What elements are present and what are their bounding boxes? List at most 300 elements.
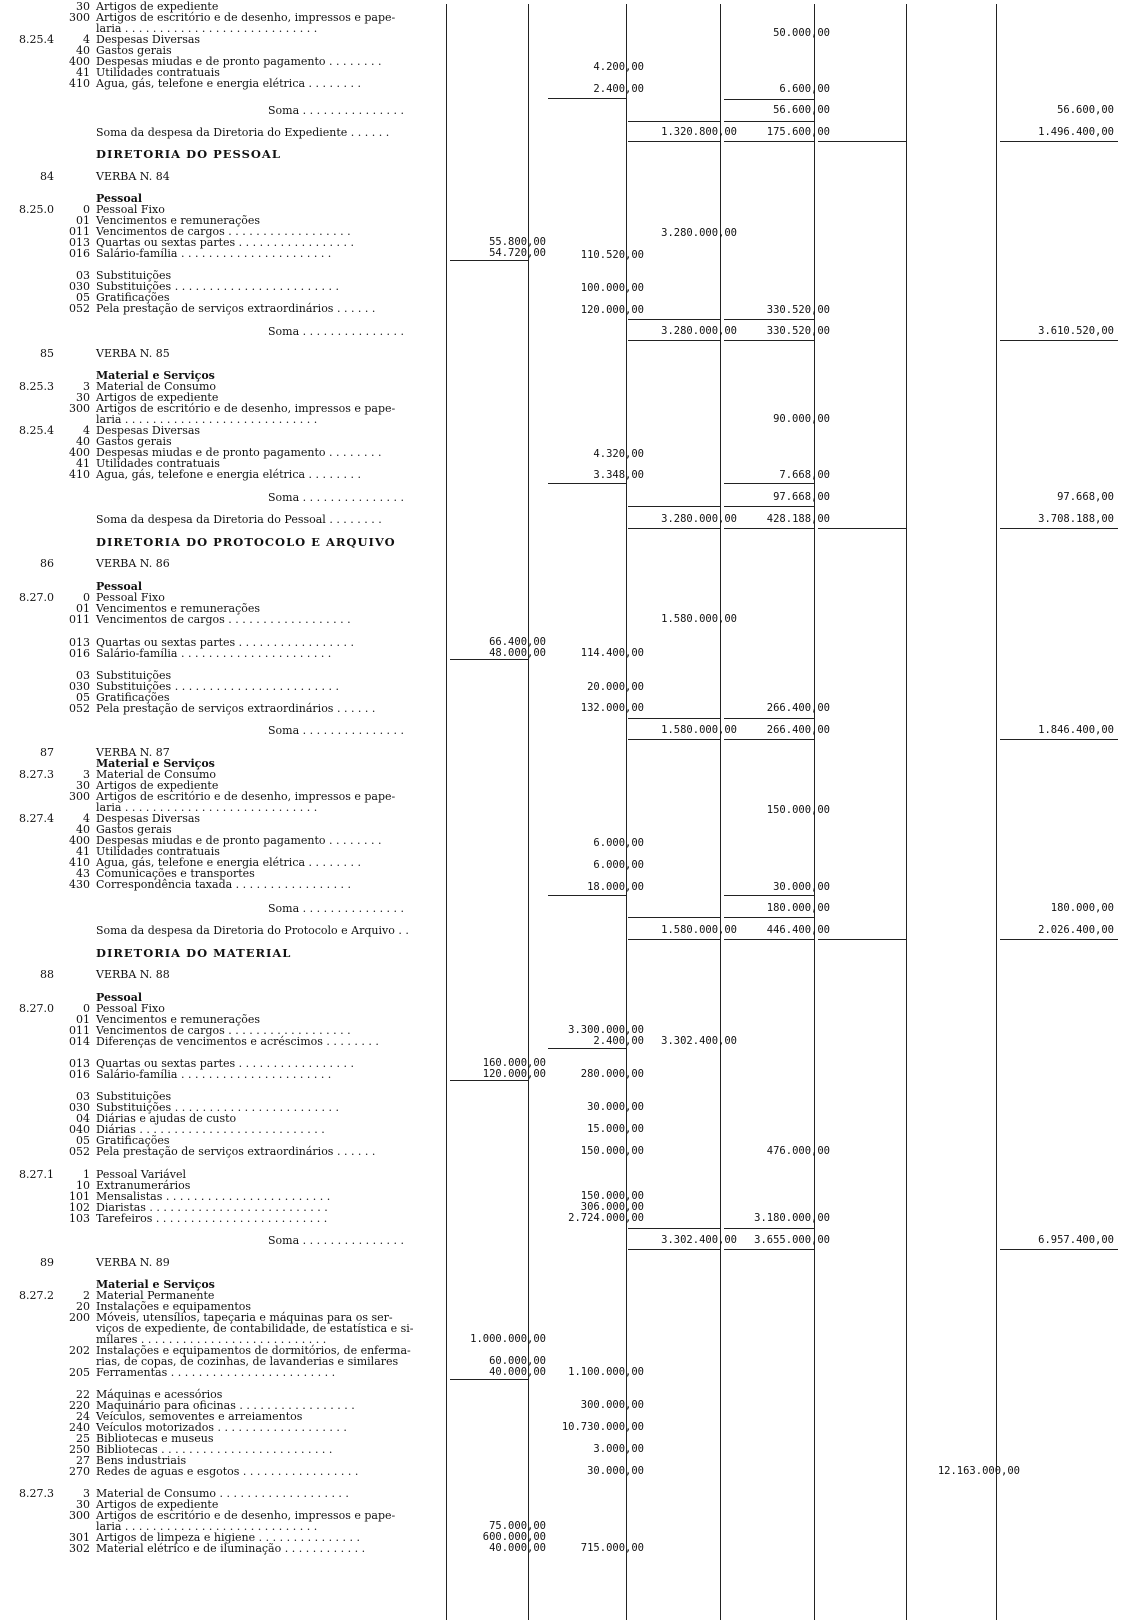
row-description: Substituições . . . . . . . . . . . . . . . . . . . . . . . . bbox=[96, 1101, 340, 1114]
total-rule bbox=[724, 506, 814, 507]
subtotal-label: Soma . . . . . . . . . . . . . . . bbox=[268, 325, 405, 338]
row-code-secondary: 0 bbox=[83, 203, 90, 216]
row-code-secondary: 03 bbox=[76, 1090, 90, 1103]
row-code-primary: 8.27.1 bbox=[19, 1168, 54, 1181]
amount-cell: 40.000,00 bbox=[489, 1542, 546, 1554]
row-description: Gratificações bbox=[96, 691, 170, 704]
row-description: Artigos de limpeza e higiene . . . . . . . . . . . . . . . bbox=[96, 1531, 361, 1544]
total-rule bbox=[724, 528, 814, 529]
amount-cell: 114.400,00 bbox=[580, 647, 644, 659]
row-description: Despesas miudas e de pronto pagamento . . . . . . . . bbox=[96, 446, 382, 459]
amount-cell: 3.000,00 bbox=[593, 1443, 644, 1455]
row-description: laria . . . . . . . . . . . . . . . . . . . . . . . . . . . . bbox=[96, 1520, 318, 1533]
row-code-secondary: 22 bbox=[76, 1388, 90, 1401]
row-code-secondary: 30 bbox=[76, 0, 90, 13]
row-description: Artigos de expediente bbox=[96, 779, 219, 792]
amount-cell: 3.302.400,00 bbox=[661, 1035, 737, 1047]
column-separator bbox=[720, 4, 721, 1620]
row-code-primary: 8.27.2 bbox=[19, 1289, 54, 1302]
amount-cell: 12.163.000,00 bbox=[937, 1465, 1020, 1477]
amount-cell: 2.724.000,00 bbox=[568, 1212, 644, 1224]
row-code-secondary: 300 bbox=[69, 402, 90, 415]
amount-cell: 476.000,00 bbox=[766, 1145, 830, 1157]
row-code-secondary: 3 bbox=[83, 768, 90, 781]
row-description: Mensalistas . . . . . . . . . . . . . . . . . . . . . . . . bbox=[96, 1190, 331, 1203]
row-description: Gastos gerais bbox=[96, 823, 172, 836]
total-rule bbox=[628, 319, 720, 320]
row-code-primary: 88 bbox=[40, 968, 54, 981]
row-description: Correspondência taxada . . . . . . . . . . . . . . . . . bbox=[96, 878, 352, 891]
amount-cell: 54.720,00 bbox=[489, 247, 546, 259]
row-description: Bibliotecas e museus bbox=[96, 1432, 214, 1445]
row-code-secondary: 24 bbox=[76, 1410, 90, 1423]
row-description: Pessoal bbox=[96, 991, 143, 1004]
amount-cell: 6.000,00 bbox=[593, 837, 644, 849]
row-code-secondary: 41 bbox=[76, 845, 90, 858]
amount-cell: 1.496.400,00 bbox=[1038, 126, 1114, 138]
row-code-secondary: 101 bbox=[69, 1190, 90, 1203]
row-description: Substituições bbox=[96, 1090, 172, 1103]
amount-cell: 3.708.188,00 bbox=[1038, 513, 1114, 525]
row-code-secondary: 41 bbox=[76, 66, 90, 79]
total-rule bbox=[628, 1249, 720, 1250]
row-description: Vencimentos e remunerações bbox=[96, 214, 261, 227]
row-code-secondary: 400 bbox=[69, 446, 90, 459]
row-description: Salário-família . . . . . . . . . . . . . . . . . . . . . . bbox=[96, 247, 332, 260]
row-code-primary: 8.25.0 bbox=[19, 203, 54, 216]
amount-cell: 330.520,00 bbox=[766, 304, 830, 316]
row-description: Salário-família . . . . . . . . . . . . . . . . . . . . . . bbox=[96, 647, 332, 660]
subtotal-label: Soma . . . . . . . . . . . . . . . bbox=[268, 724, 405, 737]
row-description: Diferenças de vencimentos e acréscimos . . . . . . . . bbox=[96, 1035, 379, 1048]
total-rule bbox=[548, 1048, 626, 1049]
amount-cell: 1.580.000,00 bbox=[661, 924, 737, 936]
row-description: Agua, gás, telefone e energia elétrica . . . . . . . . bbox=[96, 77, 361, 90]
row-description: Pessoal bbox=[96, 580, 143, 593]
row-code-secondary: 052 bbox=[69, 702, 90, 715]
row-code-secondary: 030 bbox=[69, 680, 90, 693]
total-rule bbox=[628, 917, 720, 918]
amount-cell: 1.580.000,00 bbox=[661, 724, 737, 736]
row-code-secondary: 0 bbox=[83, 1002, 90, 1015]
total-rule bbox=[724, 340, 814, 341]
section-heading: DIRETORIA DO MATERIAL bbox=[96, 946, 292, 960]
row-code-secondary: 011 bbox=[69, 613, 90, 626]
amount-cell: 18.000,00 bbox=[587, 881, 644, 893]
row-description: Artigos de escritório e de desenho, impressos e pape- bbox=[96, 11, 396, 24]
row-description: viços de expediente, de contabilidade, de estatística e si- bbox=[96, 1322, 414, 1335]
total-rule bbox=[628, 718, 720, 719]
row-description: Despesas Diversas bbox=[96, 812, 201, 825]
row-description: Soma da despesa da Diretoria do Pessoal . . . . . . . . bbox=[96, 513, 382, 526]
row-description: Utilidades contratuais bbox=[96, 66, 220, 79]
total-rule bbox=[724, 939, 814, 940]
total-rule bbox=[450, 1080, 528, 1081]
row-code-secondary: 1 bbox=[83, 1168, 90, 1181]
amount-cell: 6.000,00 bbox=[593, 859, 644, 871]
row-description: laria . . . . . . . . . . . . . . . . . . . . . . . . . . . . bbox=[96, 22, 318, 35]
amount-cell: 7.668,00 bbox=[779, 469, 830, 481]
amount-cell: 6.600,00 bbox=[779, 83, 830, 95]
row-description: Artigos de expediente bbox=[96, 0, 219, 13]
row-code-primary: 8.25.3 bbox=[19, 380, 54, 393]
row-description: Artigos de escritório e de desenho, impressos e pape- bbox=[96, 1509, 396, 1522]
row-description: Material de Consumo bbox=[96, 768, 217, 781]
row-code-secondary: 40 bbox=[76, 823, 90, 836]
total-rule bbox=[548, 483, 626, 484]
row-description: Artigos de escritório e de desenho, impressos e pape- bbox=[96, 402, 396, 415]
total-rule bbox=[1000, 1249, 1118, 1250]
row-code-secondary: 30 bbox=[76, 391, 90, 404]
row-description: Substituições bbox=[96, 269, 172, 282]
total-rule bbox=[1000, 340, 1118, 341]
row-description: Quartas ou sextas partes . . . . . . . . . . . . . . . . . bbox=[96, 636, 355, 649]
row-description: Despesas Diversas bbox=[96, 33, 201, 46]
amount-cell: 56.600,00 bbox=[1057, 104, 1114, 116]
amount-cell: 30.000,00 bbox=[773, 881, 830, 893]
amount-cell: 3.280.000,00 bbox=[661, 513, 737, 525]
row-code-secondary: 27 bbox=[76, 1454, 90, 1467]
total-rule bbox=[1000, 739, 1118, 740]
row-code-secondary: 43 bbox=[76, 867, 90, 880]
amount-cell: 90.000,00 bbox=[773, 413, 830, 425]
row-description: Material elétrico e de iluminação . . . . . . . . . . . . bbox=[96, 1542, 366, 1555]
total-rule bbox=[548, 895, 626, 896]
row-description: VERBA N. 87 bbox=[96, 746, 170, 759]
total-rule bbox=[724, 917, 814, 918]
total-rule bbox=[628, 528, 720, 529]
total-rule bbox=[450, 1379, 528, 1380]
row-description: VERBA N. 86 bbox=[96, 557, 170, 570]
amount-cell: 4.320,00 bbox=[593, 448, 644, 460]
total-rule bbox=[724, 121, 814, 122]
row-code-secondary: 052 bbox=[69, 302, 90, 315]
row-description: Substituições . . . . . . . . . . . . . . . . . . . . . . . . bbox=[96, 280, 340, 293]
row-description: VERBA N. 89 bbox=[96, 1256, 170, 1269]
row-code-secondary: 30 bbox=[76, 779, 90, 792]
row-description: Diárias . . . . . . . . . . . . . . . . . . . . . . . . . . . bbox=[96, 1123, 325, 1136]
amount-cell: 120.000,00 bbox=[482, 1068, 546, 1080]
row-code-primary: 8.27.3 bbox=[19, 768, 54, 781]
row-description: Despesas miudas e de pronto pagamento . . . . . . . . bbox=[96, 55, 382, 68]
row-description: Soma da despesa da Diretoria do Protocolo e Arquivo . . bbox=[96, 924, 409, 937]
amount-cell: 66.400,00 bbox=[489, 636, 546, 648]
row-description: Máquinas e acessórios bbox=[96, 1388, 223, 1401]
row-code-secondary: 05 bbox=[76, 691, 90, 704]
total-rule bbox=[628, 340, 720, 341]
row-code-secondary: 205 bbox=[69, 1366, 90, 1379]
amount-cell: 1.580.000,00 bbox=[661, 613, 737, 625]
amount-cell: 97.668,00 bbox=[1057, 491, 1114, 503]
amount-cell: 30.000,00 bbox=[587, 1101, 644, 1113]
row-code-secondary: 410 bbox=[69, 77, 90, 90]
amount-cell: 150.000,00 bbox=[580, 1145, 644, 1157]
row-code-secondary: 103 bbox=[69, 1212, 90, 1225]
row-description: milares . . . . . . . . . . . . . . . . . . . . . . . . . . . bbox=[96, 1333, 327, 1346]
amount-cell: 120.000,00 bbox=[580, 304, 644, 316]
amount-cell: 3.610.520,00 bbox=[1038, 325, 1114, 337]
total-rule bbox=[724, 739, 814, 740]
row-description: Móveis, utensílios, tapeçaria e máquinas para os ser- bbox=[96, 1311, 393, 1324]
amount-cell: 2.400,00 bbox=[593, 83, 644, 95]
row-description: Quartas ou sextas partes . . . . . . . . . . . . . . . . . bbox=[96, 236, 355, 249]
amount-cell: 300.000,00 bbox=[580, 1399, 644, 1411]
row-description: Veículos, semoventes e arreiamentos bbox=[96, 1410, 303, 1423]
row-code-primary: 86 bbox=[40, 557, 54, 570]
row-code-secondary: 013 bbox=[69, 236, 90, 249]
amount-cell: 1.000.000,00 bbox=[470, 1333, 546, 1345]
amount-cell: 20.000,00 bbox=[587, 681, 644, 693]
amount-cell: 3.302.400,00 bbox=[661, 1234, 737, 1246]
row-code-secondary: 250 bbox=[69, 1443, 90, 1456]
total-rule bbox=[628, 121, 720, 122]
amount-cell: 50.000,00 bbox=[773, 27, 830, 39]
row-description: Pessoal Fixo bbox=[96, 203, 165, 216]
row-code-secondary: 016 bbox=[69, 247, 90, 260]
row-code-secondary: 4 bbox=[83, 812, 90, 825]
column-separator bbox=[906, 4, 907, 1620]
row-description: Vencimentos e remunerações bbox=[96, 1013, 261, 1026]
amount-cell: 3.280.000,00 bbox=[661, 227, 737, 239]
row-description: Pela prestação de serviços extraordinários . . . . . . bbox=[96, 302, 376, 315]
row-code-secondary: 40 bbox=[76, 435, 90, 448]
row-code-secondary: 013 bbox=[69, 636, 90, 649]
row-code-secondary: 01 bbox=[76, 1013, 90, 1026]
row-description: Pessoal Fixo bbox=[96, 1002, 165, 1015]
amount-cell: 6.957.400,00 bbox=[1038, 1234, 1114, 1246]
row-description: Tarefeiros . . . . . . . . . . . . . . . . . . . . . . . . . bbox=[96, 1212, 328, 1225]
row-code-primary: 8.27.0 bbox=[19, 1002, 54, 1015]
row-description: Redes de aguas e esgotos . . . . . . . . . . . . . . . . . bbox=[96, 1465, 359, 1478]
row-description: Salário-família . . . . . . . . . . . . . . . . . . . . . . bbox=[96, 1068, 332, 1081]
row-description: Despesas Diversas bbox=[96, 424, 201, 437]
row-description: Gratificações bbox=[96, 1134, 170, 1147]
amount-cell: 150.000,00 bbox=[580, 1190, 644, 1202]
amount-cell: 1.320.800,00 bbox=[661, 126, 737, 138]
total-rule bbox=[724, 99, 814, 100]
row-code-secondary: 200 bbox=[69, 1311, 90, 1324]
row-description: Diaristas . . . . . . . . . . . . . . . . . . . . . . . . . . bbox=[96, 1201, 328, 1214]
amount-cell: 600.000,00 bbox=[482, 1531, 546, 1543]
row-code-secondary: 014 bbox=[69, 1035, 90, 1048]
total-rule bbox=[724, 1228, 814, 1229]
amount-cell: 280.000,00 bbox=[580, 1068, 644, 1080]
row-code-secondary: 302 bbox=[69, 1542, 90, 1555]
amount-cell: 266.400,00 bbox=[766, 702, 830, 714]
row-description: Instalações e equipamentos de dormitórios, de enferma- bbox=[96, 1344, 411, 1357]
row-code-primary: 87 bbox=[40, 746, 54, 759]
amount-cell: 30.000,00 bbox=[587, 1465, 644, 1477]
row-code-secondary: 4 bbox=[83, 33, 90, 46]
row-code-secondary: 410 bbox=[69, 468, 90, 481]
row-code-primary: 89 bbox=[40, 1256, 54, 1269]
total-rule bbox=[1000, 141, 1118, 142]
row-code-secondary: 013 bbox=[69, 1057, 90, 1070]
total-rule bbox=[818, 141, 906, 142]
amount-cell: 330.520,00 bbox=[766, 325, 830, 337]
row-code-primary: 8.27.4 bbox=[19, 812, 54, 825]
row-description: Vencimentos e remunerações bbox=[96, 602, 261, 615]
row-description: Bens industriais bbox=[96, 1454, 187, 1467]
row-code-secondary: 220 bbox=[69, 1399, 90, 1412]
row-description: Substituições . . . . . . . . . . . . . . . . . . . . . . . . bbox=[96, 680, 340, 693]
amount-cell: 110.520,00 bbox=[580, 249, 644, 261]
amount-cell: 2.400,00 bbox=[593, 1035, 644, 1047]
row-description: Utilidades contratuais bbox=[96, 457, 220, 470]
row-code-secondary: 202 bbox=[69, 1344, 90, 1357]
total-rule bbox=[818, 528, 906, 529]
row-code-secondary: 270 bbox=[69, 1465, 90, 1478]
row-description: VERBA N. 84 bbox=[96, 170, 170, 183]
row-description: Pela prestação de serviços extraordinários . . . . . . bbox=[96, 1145, 376, 1158]
total-rule bbox=[724, 1249, 814, 1250]
amount-cell: 175.600,00 bbox=[766, 126, 830, 138]
row-description: Veículos motorizados . . . . . . . . . . . . . . . . . . . bbox=[96, 1421, 347, 1434]
subtotal-label: Soma . . . . . . . . . . . . . . . bbox=[268, 104, 405, 117]
amount-cell: 3.180.000,00 bbox=[754, 1212, 830, 1224]
row-code-secondary: 10 bbox=[76, 1179, 90, 1192]
amount-cell: 132.000,00 bbox=[580, 702, 644, 714]
row-code-secondary: 102 bbox=[69, 1201, 90, 1214]
total-rule bbox=[628, 939, 720, 940]
row-code-secondary: 30 bbox=[76, 1498, 90, 1511]
row-description: Material e Serviços bbox=[96, 369, 215, 382]
subtotal-label: Soma . . . . . . . . . . . . . . . bbox=[268, 491, 405, 504]
row-code-secondary: 011 bbox=[69, 1024, 90, 1037]
row-description: Material de Consumo bbox=[96, 380, 217, 393]
total-rule bbox=[628, 506, 720, 507]
row-description: Comunicações e transportes bbox=[96, 867, 255, 880]
total-rule bbox=[724, 141, 814, 142]
row-description: Gastos gerais bbox=[96, 44, 172, 57]
row-description: Material e Serviços bbox=[96, 1278, 215, 1291]
row-description: Instalações e equipamentos bbox=[96, 1300, 252, 1313]
row-code-secondary: 01 bbox=[76, 214, 90, 227]
total-rule bbox=[548, 98, 626, 99]
total-rule bbox=[628, 141, 720, 142]
section-heading: DIRETORIA DO PROTOCOLO E ARQUIVO bbox=[96, 535, 396, 549]
row-code-secondary: 03 bbox=[76, 669, 90, 682]
amount-cell: 55.800,00 bbox=[489, 236, 546, 248]
amount-cell: 3.280.000,00 bbox=[661, 325, 737, 337]
row-description: VERBA N. 85 bbox=[96, 347, 170, 360]
amount-cell: 306.000,00 bbox=[580, 1201, 644, 1213]
amount-cell: 428.188,00 bbox=[766, 513, 830, 525]
row-description: Vencimentos de cargos . . . . . . . . . . . . . . . . . . bbox=[96, 613, 351, 626]
amount-cell: 160.000,00 bbox=[482, 1057, 546, 1069]
total-rule bbox=[1000, 528, 1118, 529]
row-description: Material de Consumo . . . . . . . . . . . . . . . . . . . bbox=[96, 1487, 349, 1500]
subtotal-label: Soma . . . . . . . . . . . . . . . bbox=[268, 902, 405, 915]
row-code-primary: 8.25.4 bbox=[19, 424, 54, 437]
row-description: laria . . . . . . . . . . . . . . . . . . . . . . . . . . . . bbox=[96, 413, 318, 426]
total-rule bbox=[724, 895, 814, 896]
row-code-secondary: 240 bbox=[69, 1421, 90, 1434]
amount-cell: 1.846.400,00 bbox=[1038, 724, 1114, 736]
row-code-secondary: 20 bbox=[76, 1300, 90, 1313]
row-description: Pessoal bbox=[96, 192, 143, 205]
row-description: Vencimentos de cargos . . . . . . . . . . . . . . . . . . bbox=[96, 1024, 351, 1037]
row-description: Artigos de expediente bbox=[96, 391, 219, 404]
amount-cell: 56.600,00 bbox=[773, 104, 830, 116]
row-description: Agua, gás, telefone e energia elétrica . . . . . . . . bbox=[96, 468, 361, 481]
row-code-secondary: 300 bbox=[69, 1509, 90, 1522]
row-description: Despesas miudas e de pronto pagamento . . . . . . . . bbox=[96, 834, 382, 847]
row-code-secondary: 05 bbox=[76, 1134, 90, 1147]
row-description: Bibliotecas . . . . . . . . . . . . . . . . . . . . . . . . . bbox=[96, 1443, 333, 1456]
row-description: Quartas ou sextas partes . . . . . . . . . . . . . . . . . bbox=[96, 1057, 355, 1070]
row-code-secondary: 2 bbox=[83, 1289, 90, 1302]
amount-cell: 40.000,00 bbox=[489, 1366, 546, 1378]
row-code-secondary: 3 bbox=[83, 1487, 90, 1500]
row-description: Material e Serviços bbox=[96, 757, 215, 770]
row-description: Gastos gerais bbox=[96, 435, 172, 448]
amount-cell: 60.000,00 bbox=[489, 1355, 546, 1367]
amount-cell: 2.026.400,00 bbox=[1038, 924, 1114, 936]
row-code-secondary: 3 bbox=[83, 380, 90, 393]
total-rule bbox=[628, 739, 720, 740]
amount-cell: 15.000,00 bbox=[587, 1123, 644, 1135]
row-code-primary: 84 bbox=[40, 170, 54, 183]
row-code-secondary: 0 bbox=[83, 591, 90, 604]
total-rule bbox=[450, 659, 528, 660]
amount-cell: 1.100.000,00 bbox=[568, 1366, 644, 1378]
row-code-primary: 8.27.0 bbox=[19, 591, 54, 604]
row-description: Utilidades contratuais bbox=[96, 845, 220, 858]
total-rule bbox=[1000, 939, 1118, 940]
amount-cell: 715.000,00 bbox=[580, 1542, 644, 1554]
row-description: Gratificações bbox=[96, 291, 170, 304]
amount-cell: 3.655.000,00 bbox=[754, 1234, 830, 1246]
row-description: Pela prestação de serviços extraordinários . . . . . . bbox=[96, 702, 376, 715]
row-code-secondary: 4 bbox=[83, 424, 90, 437]
row-description: laria . . . . . . . . . . . . . . . . . . . . . . . . . . . . bbox=[96, 801, 318, 814]
row-code-secondary: 01 bbox=[76, 602, 90, 615]
row-description: rias, de copas, de cozinhas, de lavanderias e similares bbox=[96, 1355, 399, 1368]
total-rule bbox=[628, 1228, 720, 1229]
amount-cell: 150.000,00 bbox=[766, 804, 830, 816]
row-code-secondary: 016 bbox=[69, 1068, 90, 1081]
amount-cell: 180.000,00 bbox=[766, 902, 830, 914]
row-code-secondary: 41 bbox=[76, 457, 90, 470]
row-code-secondary: 300 bbox=[69, 11, 90, 24]
row-description: Ferramentas . . . . . . . . . . . . . . . . . . . . . . . . bbox=[96, 1366, 336, 1379]
row-code-secondary: 25 bbox=[76, 1432, 90, 1445]
row-description: Artigos de expediente bbox=[96, 1498, 219, 1511]
amount-cell: 180.000,00 bbox=[1050, 902, 1114, 914]
row-code-secondary: 011 bbox=[69, 225, 90, 238]
amount-cell: 446.400,00 bbox=[766, 924, 830, 936]
row-code-secondary: 301 bbox=[69, 1531, 90, 1544]
row-code-secondary: 300 bbox=[69, 790, 90, 803]
row-code-secondary: 016 bbox=[69, 647, 90, 660]
amount-cell: 48.000,00 bbox=[489, 647, 546, 659]
subtotal-label: Soma . . . . . . . . . . . . . . . bbox=[268, 1234, 405, 1247]
total-rule bbox=[818, 939, 906, 940]
row-code-secondary: 410 bbox=[69, 856, 90, 869]
row-description: Maquinário para oficinas . . . . . . . . . . . . . . . . . bbox=[96, 1399, 355, 1412]
row-code-secondary: 040 bbox=[69, 1123, 90, 1136]
amount-cell: 10.730.000,00 bbox=[561, 1421, 644, 1433]
row-description: Agua, gás, telefone e energia elétrica . . . . . . . . bbox=[96, 856, 361, 869]
row-code-secondary: 400 bbox=[69, 834, 90, 847]
amount-cell: 266.400,00 bbox=[766, 724, 830, 736]
amount-cell: 97.668,00 bbox=[773, 491, 830, 503]
row-code-primary: 85 bbox=[40, 347, 54, 360]
total-rule bbox=[724, 483, 814, 484]
row-description: Diárias e ajudas de custo bbox=[96, 1112, 237, 1125]
row-description: Extranumerários bbox=[96, 1179, 191, 1192]
